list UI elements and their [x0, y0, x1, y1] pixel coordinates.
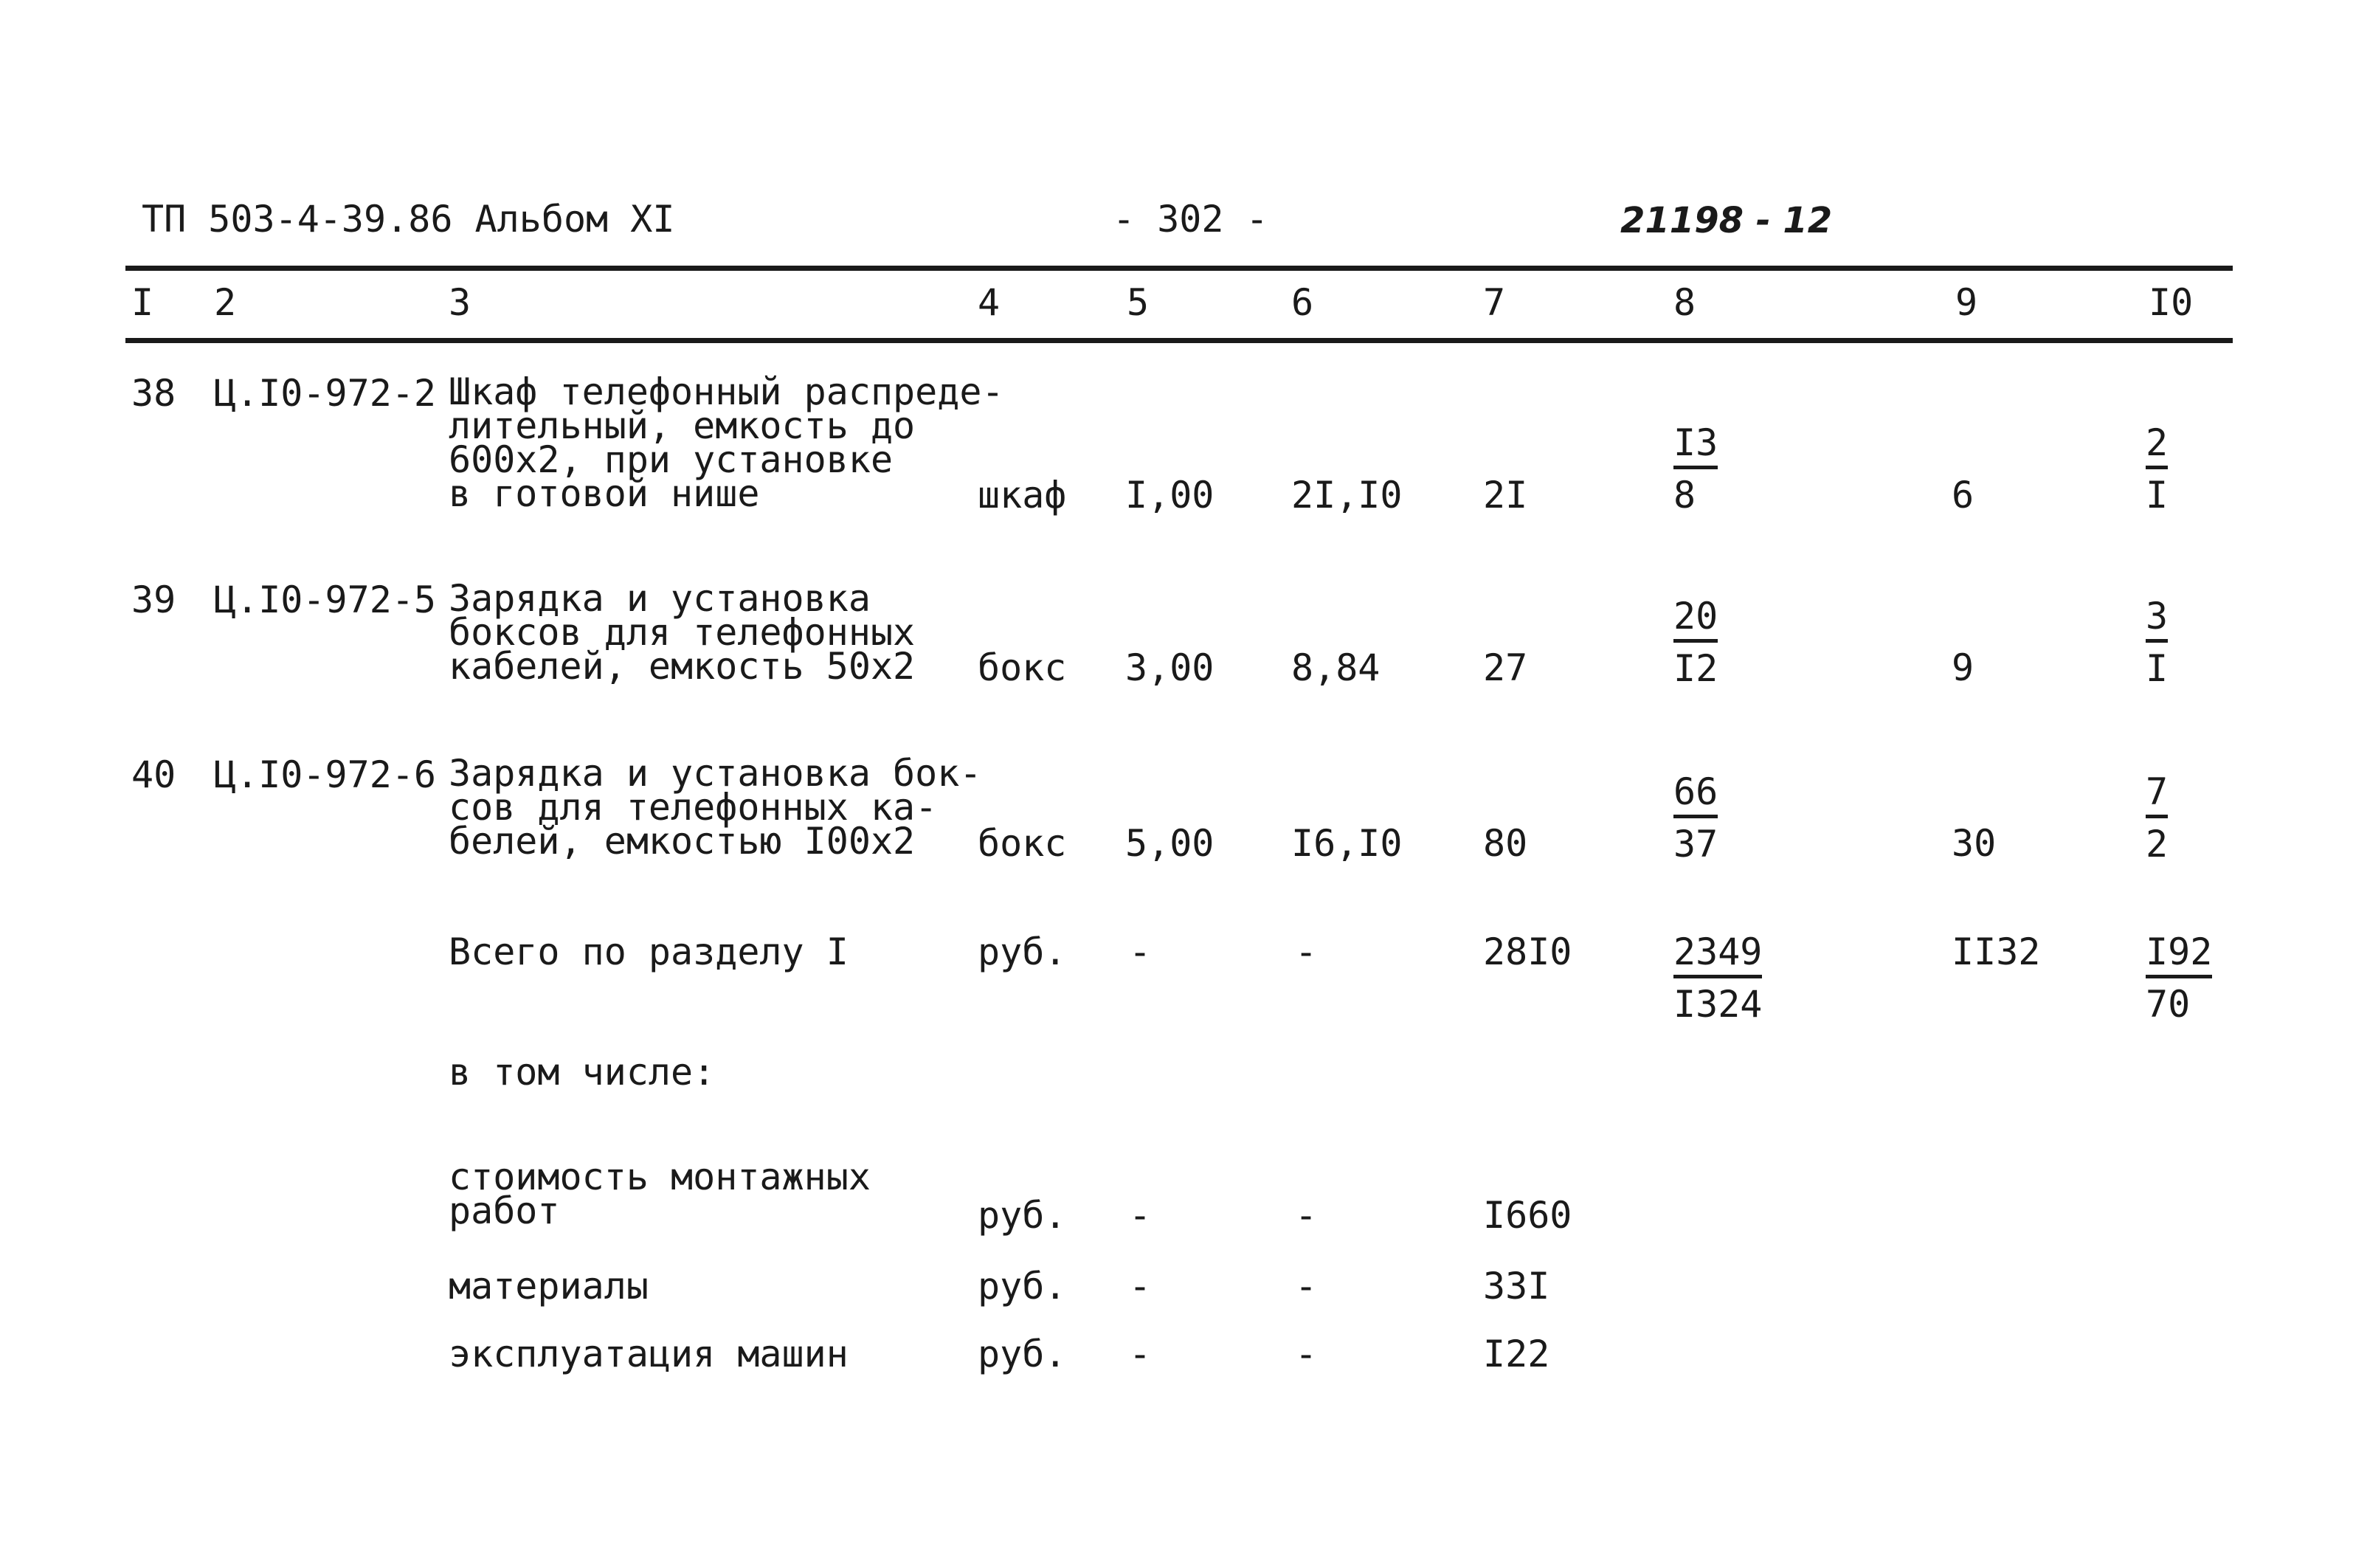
total-label: Всего по разделу I — [449, 930, 849, 973]
breakdown-price-dash: - — [1295, 1333, 1318, 1375]
breakdown-sum: 33I — [1483, 1265, 1550, 1308]
row-number: 38 — [131, 372, 176, 415]
col8-fraction — [1673, 770, 1718, 866]
including-label: в том числе: — [449, 1051, 716, 1094]
col8-bottom: 37 — [1673, 823, 1718, 866]
col10-fraction — [2146, 770, 2169, 866]
row-number: 40 — [131, 753, 176, 796]
rate-code: Ц.I0-972-6 — [214, 753, 437, 796]
col-header-1: I — [131, 281, 154, 324]
col10-top: 2 — [2146, 424, 2168, 469]
total-col10-fraction — [2146, 930, 2213, 1026]
col10-fraction — [2146, 421, 2169, 517]
breakdown-unit: руб. — [978, 1265, 1067, 1308]
total-cost: 2I — [1483, 474, 1528, 517]
breakdown-price-dash: - — [1295, 1265, 1318, 1308]
col8-bottom: 8 — [1673, 474, 1696, 517]
breakdown-label: стоимость монтажных работ — [449, 1156, 871, 1232]
total-cost: 27 — [1483, 646, 1528, 689]
item-description: Зарядка и установка боксов для телефонных кабелей, емкость 50x2 — [449, 577, 916, 688]
breakdown-unit: руб. — [978, 1333, 1067, 1375]
breakdown-unit: руб. — [978, 1194, 1067, 1237]
breakdown-qty-dash: - — [1129, 1194, 1152, 1237]
col10-bottom: I — [2146, 474, 2169, 517]
quantity: 5,00 — [1125, 822, 1214, 865]
col10-top: 3 — [2146, 598, 2168, 643]
col8-fraction — [1673, 595, 1718, 690]
col-header-4: 4 — [978, 281, 1001, 324]
total-col10-bottom: 70 — [2146, 983, 2191, 1026]
unit: бокс — [978, 646, 1067, 689]
col9-value: 9 — [1952, 646, 1974, 689]
total-col8-bottom: I324 — [1673, 983, 1763, 1026]
col-header-2: 2 — [214, 281, 237, 324]
col9-value: 6 — [1952, 474, 1974, 517]
col10-top: 7 — [2146, 773, 2168, 818]
breakdown-qty-dash: - — [1129, 1265, 1152, 1308]
unit-price: 8,84 — [1291, 646, 1381, 689]
total-unit: руб. — [978, 930, 1067, 973]
rate-code: Ц.I0-972-5 — [214, 578, 437, 621]
unit-price: I6,I0 — [1291, 822, 1403, 865]
page-number: - 302 - — [1113, 198, 1268, 241]
breakdown-price-dash: - — [1295, 1194, 1318, 1237]
breakdown-label: эксплуатация машин — [449, 1333, 849, 1375]
col-header-7: 7 — [1483, 281, 1506, 324]
col8-top: I3 — [1673, 424, 1718, 469]
breakdown-sum: I660 — [1483, 1194, 1572, 1237]
col8-bottom: I2 — [1673, 647, 1718, 690]
total-col8-fraction — [1673, 930, 1763, 1026]
total-cost: 80 — [1483, 822, 1528, 865]
col9-value: 30 — [1952, 822, 1997, 865]
col-header-10: I0 — [2149, 281, 2194, 324]
col-header-3: 3 — [449, 281, 471, 324]
col10-fraction — [2146, 595, 2169, 690]
breakdown-sum: I22 — [1483, 1333, 1550, 1375]
header-top-rule — [125, 266, 2233, 271]
col-header-9: 9 — [1955, 281, 1978, 324]
unit-price: 2I,I0 — [1291, 474, 1403, 517]
handwritten-code: 21198 - 12 — [1620, 200, 1833, 241]
total-price-dash: - — [1295, 930, 1318, 973]
col-header-8: 8 — [1673, 281, 1696, 324]
total-col10-top: I92 — [2146, 933, 2212, 978]
col8-top: 66 — [1673, 773, 1718, 818]
col10-bottom: I — [2146, 647, 2169, 690]
total-qty-dash: - — [1129, 930, 1152, 973]
col8-fraction — [1673, 421, 1718, 517]
rate-code: Ц.I0-972-2 — [214, 372, 437, 415]
col-header-5: 5 — [1127, 281, 1150, 324]
row-number: 39 — [131, 578, 176, 621]
unit: шкаф — [978, 474, 1067, 517]
total-col9: II32 — [1952, 930, 2041, 973]
unit: бокс — [978, 822, 1067, 865]
header-bottom-rule — [125, 338, 2233, 343]
item-description: Зарядка и установка бок- сов для телефонных ка- белей, емкостью I00x2 — [449, 752, 982, 863]
item-description: Шкаф телефонный распреде- лительный, емкость до 600x2, при установке в готовой нише — [449, 370, 1004, 515]
breakdown-label: материалы — [449, 1265, 649, 1308]
col8-top: 20 — [1673, 598, 1718, 643]
document-reference: ТП 503-4-39.86 Альбом XI — [142, 198, 675, 241]
total-col8-top: 2349 — [1673, 933, 1762, 978]
breakdown-qty-dash: - — [1129, 1333, 1152, 1375]
col10-bottom: 2 — [2146, 823, 2169, 866]
total-sum: 28I0 — [1483, 930, 1572, 973]
col-header-6: 6 — [1291, 281, 1314, 324]
quantity: 3,00 — [1125, 646, 1214, 689]
quantity: I,00 — [1125, 474, 1214, 517]
